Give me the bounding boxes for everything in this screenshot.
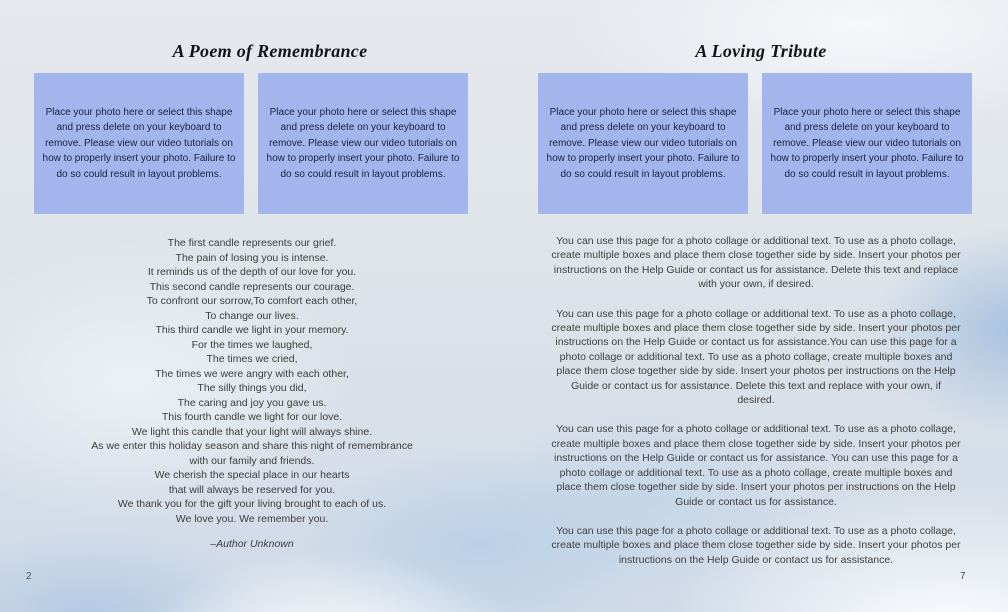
poem-line: For the times we laughed,	[191, 338, 313, 351]
poem-line: We light this candle that your light will always shine.	[131, 425, 373, 438]
photo-placeholder-text: Place your photo here or select this shape and press delete on your keyboard to remove. Please view our video tutorials on how to properly insert your photo. Failure to do so could result in layout problems.	[770, 106, 964, 180]
photo-placeholder-box[interactable]	[258, 73, 468, 214]
photo-placeholder-box[interactable]	[34, 73, 244, 214]
page-number: 2	[26, 571, 32, 582]
photo-placeholder-box[interactable]	[762, 73, 972, 214]
poem-line: that will always be reserved for you.	[168, 483, 336, 496]
photo-placeholder-row	[34, 73, 468, 214]
poem-line: The first candle represents our grief.	[167, 237, 337, 249]
photo-placeholder-row	[538, 73, 972, 214]
poem-line: The pain of losing you is intense.	[175, 251, 329, 264]
photo-placeholder-text: Place your photo here or select this shape and press delete on your keyboard to remove. Please view our video tutorials on how to properly insert your photo. Failure to do so could result in layout problems.	[42, 106, 236, 180]
tribute-body-text	[551, 234, 961, 567]
photo-placeholder-text: Place your photo here or select this shape and press delete on your keyboard to remove. Please view our video tutorials on how to properly insert your photo. Failure to do so could result in layout problems.	[546, 106, 740, 180]
tribute-paragraph: You can use this page for a photo collage or additional text. To use as a photo collage, create multiple boxes and place them close together side by side. Insert your photos per instructions on the Help Guide or contact us for assistance.	[551, 524, 961, 566]
page-title: A Poem of Remembrance	[172, 41, 368, 61]
poem-line: We thank you for the gift your living brought to each of us.	[117, 498, 387, 510]
poem-line: with our family and friends.	[189, 454, 315, 467]
poem-line: This fourth candle we light for our love.	[161, 411, 343, 423]
page-loving-tribute	[504, 0, 1008, 612]
poem-line: We love you. We remember you.	[175, 512, 329, 525]
poem-line: It reminds us of the depth of our love for you.	[147, 266, 357, 278]
page-number: 7	[960, 571, 966, 582]
poem-line: To confront our sorrow,To comfort each other,	[146, 295, 358, 307]
tribute-paragraph: You can use this page for a photo collage or additional text. To use as a photo collage, create multiple boxes and place them close together side by side. Insert your photos per instructions on the Help Guide or contact us for assistance.You can use this page for a photo collage or additional text. To use as a photo collage, create multiple boxes and place them close together side by side. Insert your photos per instructions on the Help Guide or contact us for assistance. Delete this text and replace with your own, if desired.	[551, 307, 961, 407]
photo-placeholder-box[interactable]	[538, 73, 748, 214]
poem-line: The times we were angry with each other,	[155, 367, 349, 380]
poem-line: As we enter this holiday season and share this night of remembrance	[91, 440, 413, 452]
tribute-paragraph: You can use this page for a photo collage or additional text. To use as a photo collage, create multiple boxes and place them close together side by side. Insert your photos per instructions on the Help Guide or contact us for assistance. Delete this text and replace with your own, if desired.	[551, 235, 961, 291]
poem-line: The silly things you did,	[197, 382, 307, 394]
poem-line: This third candle we light in your memory.	[155, 324, 349, 336]
poem-line: We cherish the special place in our hearts	[154, 469, 350, 481]
poem-attribution: –Author Unknown	[210, 538, 294, 550]
poem-line: The times we cried,	[206, 353, 298, 365]
poem-text	[20, 236, 484, 526]
photo-placeholder-text: Place your photo here or select this shape and press delete on your keyboard to remove. Please view our video tutorials on how to properly insert your photo. Failure to do so could result in layout problems.	[266, 106, 460, 180]
poem-line: The caring and joy you gave us.	[177, 396, 327, 409]
poem-line: This second candle represents our courage.	[149, 280, 355, 293]
tribute-paragraph: You can use this page for a photo collage or additional text. To use as a photo collage, create multiple boxes and place them close together side by side. Insert your photos per instructions on the Help Guide or contact us for assistance. You can use this page for a photo collage or additional text. To use as a photo collage, create multiple boxes and place them close together side by side. Insert your photos per instructions on the Help Guide or contact us for assistance.	[551, 423, 961, 508]
page-title: A Loving Tribute	[695, 41, 827, 61]
poem-line: To change our lives.	[205, 309, 299, 322]
